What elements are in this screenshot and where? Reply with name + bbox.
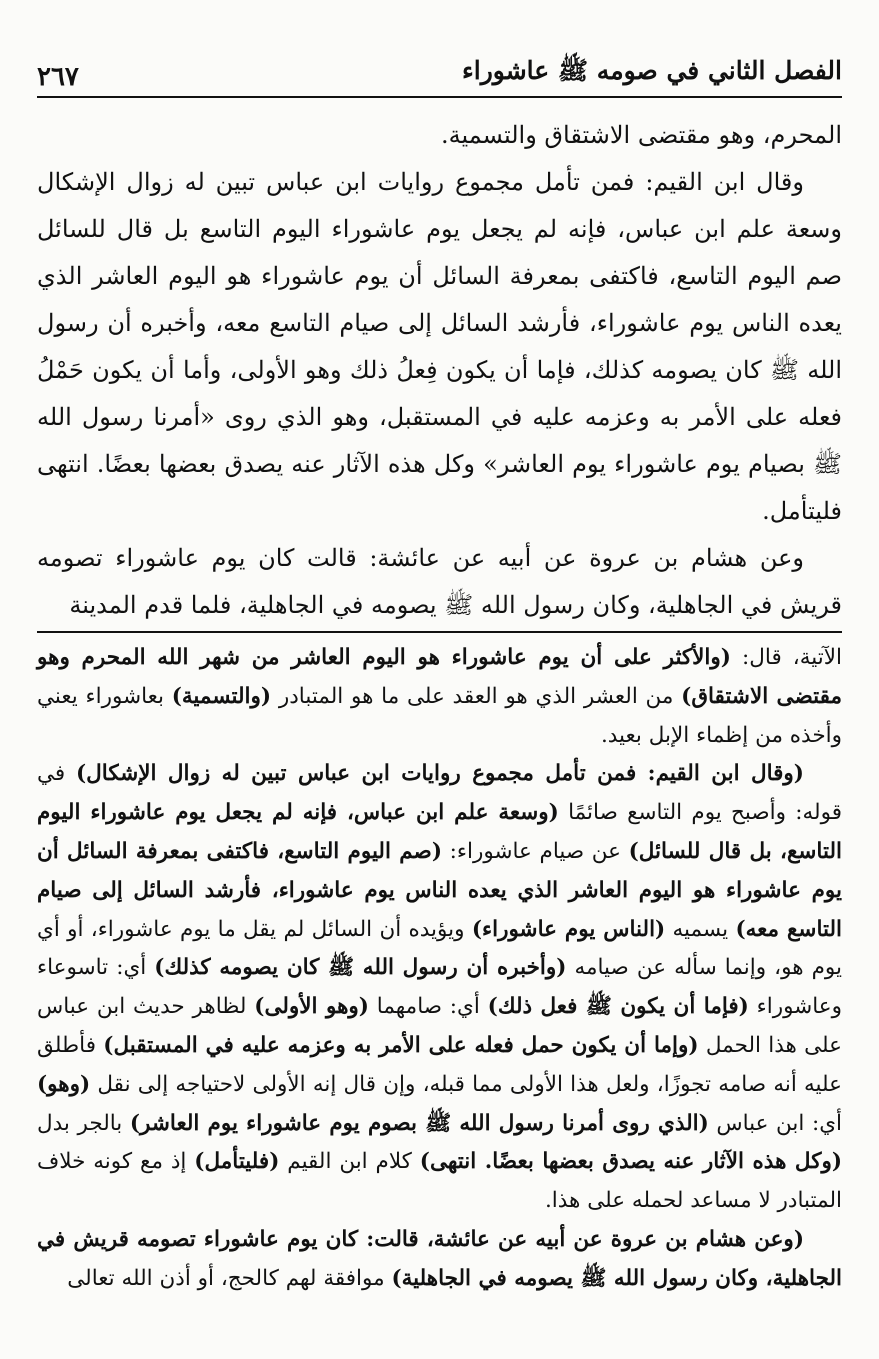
commentary-text: لظاهر حديث ابن عباس على هذا الحمل: [37, 994, 842, 1058]
quoted-text: (وكل هذه الآثار عنه يصدق بعضها بعضًا. انتهى): [419, 1149, 843, 1175]
commentary-text: في قوله: وأصبح يوم التاسع صائمًا: [37, 761, 842, 826]
commentary-text: من العشر الذي هو العقد على ما هو المتبادر: [271, 683, 682, 709]
commentary-separator: [37, 631, 842, 633]
commentary-text: أي: تاسوعاء وعاشوراء: [37, 955, 842, 1020]
page-number: ٢٦٧: [37, 62, 79, 92]
quoted-text: (وسعة علم ابن عباس، فإنه لم يجعل يوم عاشوراء اليوم التاسع، بل قال للسائل): [37, 800, 842, 864]
commentary-paragraph: [37, 639, 842, 755]
commentary-text: كلام ابن القيم: [279, 1149, 420, 1175]
commentary-text: فأطلق عليه أنه صامه تجوزًا، ولعل هذا الأولى مما قبله، وإن قال إنه الأولى لاحتياجه إلى نقل: [37, 1032, 842, 1097]
quoted-text: (والأكثر على أن يوم عاشوراء هو اليوم العاشر من شهر الله المحرم وهو مقتضى الاشتقاق): [37, 645, 842, 709]
commentary-text: أي: صامهما: [368, 994, 488, 1020]
header-rule: [37, 96, 842, 98]
quoted-text: (وإما أن يكون حمل فعله على الأمر به وعزمه عليه في المستقبل): [103, 1032, 699, 1058]
commentary-text: موافقة لهم كالحج، أو أذن الله تعالى: [67, 1265, 392, 1291]
main-paragraph: وقال ابن القيم: فمن تأمل مجموع روايات ابن عباس تبين له زوال الإشكال وسعة علم ابن عباس، فإنه لم يجعل يوم عاشوراء اليوم التاسع بل قال للسائل صم اليوم التاسع، فاكتفى بمعرفة السائل أن يوم عاشوراء هو اليوم العاشر الذي يعده الناس يوم عاشوراء، فأرشد السائل إلى صيام التاسع معه، وأخبره أن رسول الله ﷺ كان يصومه كذلك، فإما أن يكون فِعلُ ذلك وهو الأولى، وأما أن يكون حَمْلُ فعله على الأمر به وعزمه عليه في المستقبل، وهو الذي روى «أمرنا رسول الله ﷺ بصيام يوم عاشوراء يوم العاشر» وكل هذه الآثار عنه يصدق بعضها بعضًا. انتهى فليتأمل.: [37, 168, 843, 525]
main-paragraph: وعن هشام بن عروة عن أبيه عن عائشة: قالت كان يوم عاشوراء تصومه قريش في الجاهلية، وكان رسول الله ﷺ يصومه في الجاهلية، فلما قدم المدينة: [37, 544, 842, 619]
quoted-text: (والتسمية): [171, 683, 272, 709]
commentary-text: أي: ابن عباس: [708, 1110, 842, 1136]
commentary: [37, 639, 842, 1299]
quoted-text: (وعن هشام بن عروة عن أبيه عن عائشة، قالت: كان يوم عاشوراء تصومه قريش في الجاهلية، وكان رسول الله ﷺ يصومه في الجاهلية): [37, 1226, 842, 1291]
commentary-text: بالجر بدل: [37, 1110, 130, 1136]
quoted-text: (وهو): [37, 1071, 91, 1097]
quoted-text: (وأخبره أن رسول الله ﷺ كان يصومه كذلك): [154, 955, 567, 981]
quoted-text: (فإما أن يكون ﷺ فعل ذلك): [487, 994, 749, 1020]
quoted-text: (الذي روى أمرنا رسول الله ﷺ بصوم يوم عاشوراء يوم العاشر): [129, 1110, 709, 1136]
commentary-text: ويؤيده أن السائل لم يقل ما يوم عاشوراء، أو أي يوم هو، وإنما سأله عن صيامه: [37, 916, 843, 981]
quoted-text: (الناس يوم عاشوراء): [471, 916, 666, 942]
quoted-text: (وقال ابن القيم: فمن تأمل مجموع روايات ابن عباس تبين له زوال الإشكال): [75, 761, 804, 787]
quoted-text: (وهو الأولى): [254, 994, 369, 1020]
commentary-text: يسميه: [665, 916, 736, 942]
quoted-text: (صم اليوم التاسع، فاكتفى بمعرفة السائل أن يوم عاشوراء هو اليوم العاشر الذي يعده الناس يوم عاشوراء، فأرشد السائل إلى صيام التاسع معه): [37, 838, 843, 942]
commentary-paragraph: [37, 1221, 842, 1299]
commentary-text: بعاشوراء يعني وأخذه من إظماء الإبل بعيد.: [37, 683, 842, 748]
main-paragraph: المحرم، وهو مقتضى الاشتقاق والتسمية.: [440, 121, 842, 149]
commentary-text: إذ مع كونه خلاف المتبادر لا مساعد لحمله على هذا.: [37, 1149, 842, 1214]
commentary-text: عن صيام عاشوراء:: [442, 838, 629, 864]
running-title: الفصل الثاني في صومه ﷺ عاشوراء: [462, 56, 842, 85]
commentary-text: الآتية، قال:: [730, 645, 842, 670]
main-text: [37, 112, 842, 629]
quoted-text: (فليتأمل): [194, 1149, 280, 1175]
commentary-paragraph: [37, 755, 842, 1221]
page-header: [37, 50, 842, 92]
